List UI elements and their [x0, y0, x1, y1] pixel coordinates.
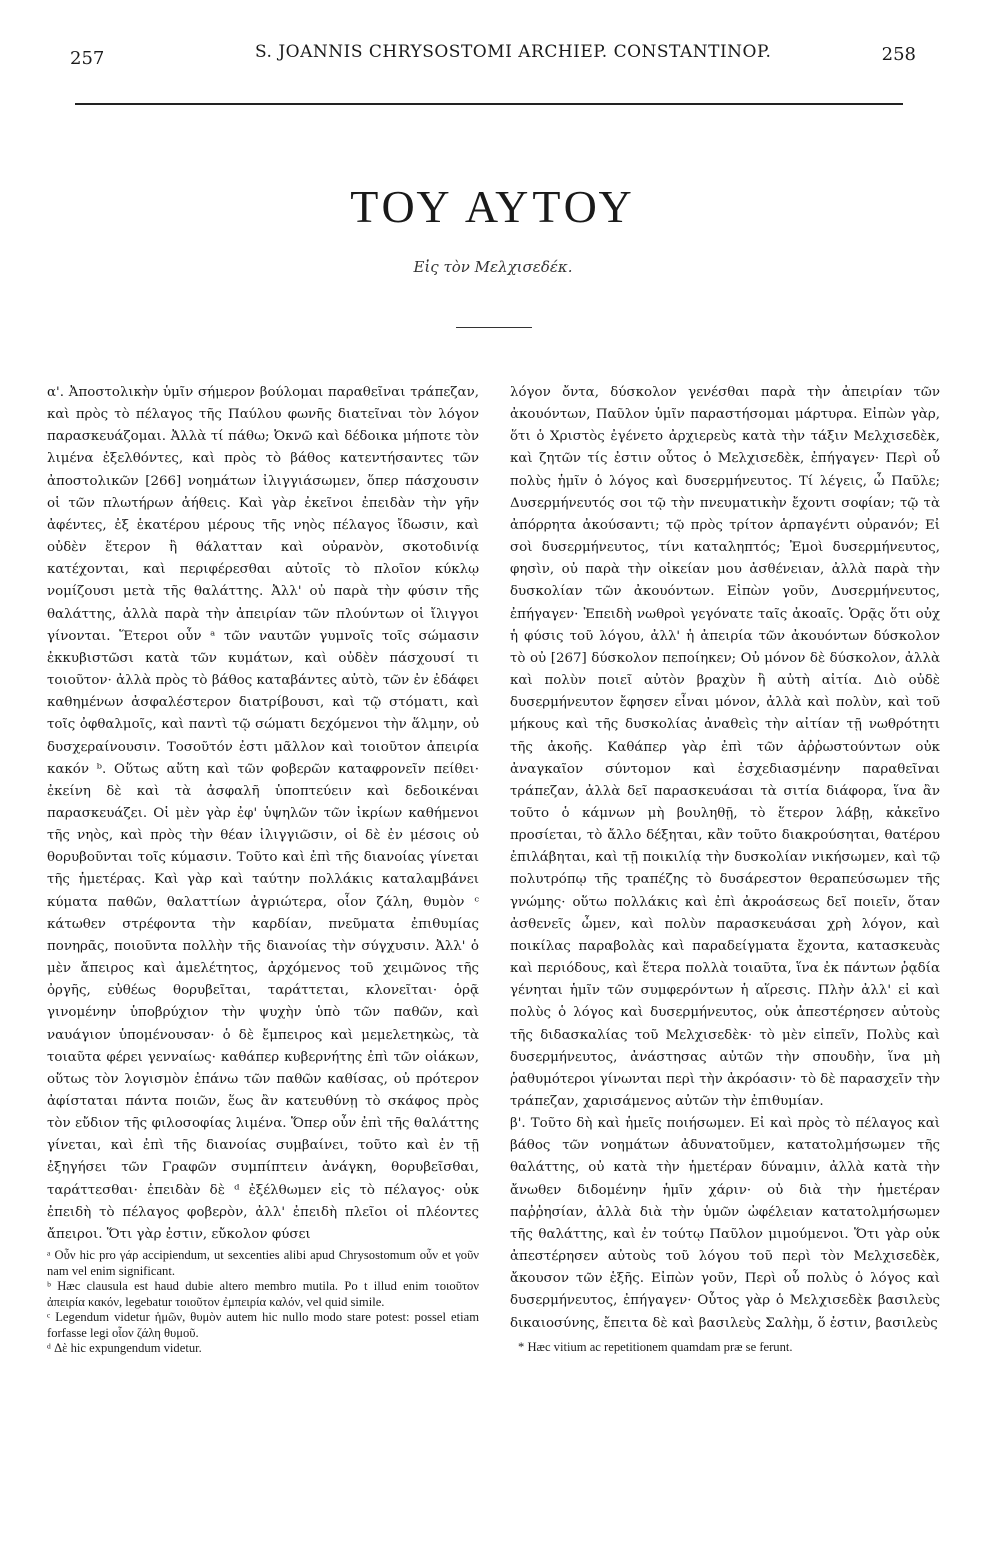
running-title: S. JOANNIS CHRYSOSTOMI ARCHIEP. CONSTANTINOP.: [255, 42, 772, 62]
page-number-left: 257: [70, 48, 105, 69]
paragraph-continued: λόγον ὄντα, δύσκολον γενέσθαι παρὰ τὴν ἀπειρίαν τῶν ἀκουόντων, Παῦλον ὑμῖν παραστήσομαι μάρτυρα. Εἰπὼν γὰρ, ὅτι ὁ Χριστὸς ἐγένετο ἀρχιερεὺς κατὰ τὴν τάξιν Μελχισεδὲκ, καὶ ζητῶν τίς ἐστιν οὗτος ὁ Μελχισεδὲκ, ἐπήγαγεν· Περὶ οὗ πολὺς ἡμῖν ὁ λόγος καὶ δυσερμήνευτος. Τί λέγεις, ὦ Παῦλε; Δυσερμήνευτός σοι τῷ τὴν πνευματικὴν ἔχοντι σοφίαν; τῷ τὰ ἀπόρρητα ἀκούσαντι; τῷ πρὸς τρίτον ἁρπαγέντι οὐρανόν; Εἰ σοὶ δυσερμήνευτος, τίνι καταληπτός; Ἐμοὶ δυσερμήνευτος, φησὶν, οὐ παρὰ τὴν οἰκείαν μου ἀσθένειαν, ἀλλὰ παρὰ τὴν δυσκολίαν τῶν ἀκουόντων. Εἰπὼν γοῦν, Δυσερμήνευτος, ἐπήγαγεν· Ἐπειδὴ νωθροὶ γεγόνατε ταῖς ἀκοαῖς. Ὁρᾷς ὅτι οὐχ ἡ φύσις τοῦ λόγου, ἀλλ' ἡ ἀπειρία τῶν ἀκουόντων δύσκολον τὸ οὐ [267] δύσκολον πεποίηκεν; Οὐ μόνον δὲ δύσκολον, ἀλλὰ καὶ πολὺν ποιεῖ αὐτὸν βραχὺν ἢ αὐτὴ αἰτία. Διὸ οὐδὲ δυσερμήνευτον ἔφησεν εἶναι μόνον, ἀλλὰ καὶ πολὺν, καὶ τοῦ μήκους καὶ τῆς δυσκολίας ἀναθεὶς τὴν αἰτίαν τῇ νωθρότητι τῆς ἀκοῆς. Καθάπερ γὰρ ἐπὶ τῶν ἀῤῥωστούντων οὐκ ἀναγκαῖον σύντομον καὶ ἐσχεδιασμένην παραθεῖναι τράπεζαν, ἀλλὰ δεῖ παρασκευάσαι τὰ σιτία διάφορα, ἵνα ἂν τοῦτο ὁ κάμνων μὴ βουληθῇ, τὸ ἕτερον λάβῃ, κἀκεῖνο προσίεται, τὸ ἄλλο δέξηται, κἂν τοῦτο διακρούσηται, θατέρου ἐπιλάβηται, καὶ τῇ ποικιλίᾳ τὴν δυσκολίαν νικήσωμεν, καὶ τῷ πολυτρόπῳ τῆς τραπέζης τὸ δυσάρεστον θεραπεύσωμεν τῆς γνώμης· οὕτω πολλάκις καὶ ἐπὶ ἀκροάσεως δεῖ ποιεῖν, ὅταν ἀσθενεῖς ὦμεν, καὶ πολὺν παρασκευάσαι χρὴ λόγον, καὶ ποικίλας παραβολὰς καὶ παραδείγματα ἔχοντα, κατασκευὰς καὶ περιόδους, καὶ ἕτερα πολλὰ τοιαῦτα, ἵνα ἐκ πάντων ῥᾳδία γένηται ἡμῖν τῶν συμφερόντων ἡ αἵρεσις. Πλὴν ἀλλ' εἰ καὶ πολὺς ὁ λόγος καὶ δυσερμήνευτος, οὐκ ἀπεστέρησεν αὐτοὺς τῆς διδασκαλίας τοῦ Μελχισεδὲκ· τὸ μὲν εἰπεῖν, Πολὺς καὶ δυσερμήνευτος, ἀνάστησας αὐτῶν τὴν σπουδὴν, ἵνα μὴ ῥαθυμότεροι γίνωνται περὶ τὴν ἀκρόασιν· τὸ δὲ παρασχεῖν τὴν τράπεζαν, χαρισάμενος αὐτῶν τὴν ἐπιθυμίαν.: [510, 385, 940, 1109]
footnote-star: * Hæc vitium ac repetitionem quamdam præ se ferunt.: [518, 1339, 793, 1354]
paragraph-beta: [510, 1113, 940, 1335]
paragraph-text: Τοῦτο δὴ καὶ ἡμεῖς ποιήσωμεν. Εἰ καὶ πρὸς τὸ πέλαγος καὶ βάθος τῶν νοημάτων ἀδυνατοῦμεν, κατατολμήσωμεν τῆς θαλάττης, οὐ κατὰ τὴν ἡμετέραν δύναμιν, ἀλλὰ κατὰ τὴν ἄνωθεν διδομένην ἡμῖν χάριν· οὐ διὰ τὴν ἡμετέραν παῤῥησίαν, ἀλλὰ διὰ τὴν ὑμῶν ὠφέλειαν κατατολμήσωμεν τῆς θαλάττης, καὶ ἐν τούτῳ Παῦλον μιμούμενοι. Ὅτι γὰρ οὐκ ἀπεστέρησεν αὐτοὺς τοῦ λόγου τοῦ περὶ τὸν Μελχισεδὲκ, ἄκουσον τῶν ἑξῆς. Εἰπὼν γοῦν, Περὶ οὗ πολὺς ὁ λόγος καὶ δυσερμήνευτος, ἐπήγαγεν· Οὗτος γὰρ ὁ Μελχισεδὲκ βασιλεὺς δικαιοσύνης, ἔπειτα δὲ καὶ βασιλεὺς Σαλὴμ, ὅ ἐστιν, βασιλεὺς: [510, 1116, 940, 1331]
header-rule: [75, 103, 903, 105]
footnote-d: ᵈ Δὲ hic expungendum videtur.: [47, 1341, 202, 1356]
left-column: [47, 382, 479, 1357]
right-column: [510, 382, 940, 1367]
page-subtitle: Εἰς τὸν Μελχισεδέκ.: [413, 258, 573, 276]
section-marker: β'.: [510, 1116, 526, 1132]
paragraph-alpha: [47, 382, 479, 1246]
footnotes: [47, 1248, 479, 1357]
footnote-b: ᵇ Hæc clausula est haud dubie altero membro mutila. Po t illud enim τοιοῦτον ἀπειρία κακόν, legebatur τοιοῦτον ἐμπειρία καλόν, vel quid simile.: [47, 1279, 479, 1309]
page-title: ΤΟΥ ΑΥΤΟΥ: [350, 181, 636, 232]
page-header: [70, 40, 916, 70]
section-marker: α'.: [47, 385, 64, 400]
paragraph-text: Ἀποστολικὴν ὑμῖν σήμερον βούλομαι παραθεῖναι τράπεζαν, καὶ πρὸς τὸ πέλαγος τῆς Παύλου φωνῆς διατεῖναι τὸν λόγον παρασκευάζομαι. Ἀλλὰ τί πάθω; Ὀκνῶ καὶ δέδοικα μήποτε τὸν λιμένα ἐξελθόντες, καὶ πρὸς τὸ βάθος κατεντήσαντες τῶν ἀποστολικῶν [266] νοημάτων ἰλιγγιάσωμεν, ὅπερ πάσχουσιν οἱ τῶν πλωτήρων ἀήθεις. Καὶ γὰρ ἐκεῖνοι ἐπειδὰν τὴν γῆν ἀφέντες, ἐξ ἑκατέρου μέρους τῆς νηὸς πέλαγος ἴδωσιν, καὶ οὐδὲν ἕτερον ἢ θάλατταν καὶ οὐρανὸν, σκοτοδινίᾳ κατέχονται, καὶ περιφέρεσθαι αὐτοῖς τὸ πλοῖον κύκλῳ νομίζουσι μετὰ τῆς θαλάττης. Ἀλλ' οὐ παρὰ τὴν φύσιν τῆς θαλάττης, ἀλλὰ παρὰ τὴν ἀπειρίαν τῶν πλούντων οἱ ἴλιγγοι γίνονται. Ἕτεροι οὖν ᵃ τῶν ναυτῶν γυμνοῖς τοῖς σώμασιν ἐκκυβιστῶσι κατὰ τῶν κυμάτων, καὶ οὐδὲν πάσχουσί τι τοιοῦτον· ἀλλὰ πρὸς τὸ βάθος καταβάντες αὐτὸ, τῶν ἐν ἐδάφει καθημένων ἀσφαλέστερον διατρίβουσι, καὶ τῷ στόματι, καὶ τοῖς ὀφθαλμοῖς, καὶ παντὶ τῷ σώματι δεχόμενοι τὴν ἅλμην, οὐ δυσχεραίνουσιν. Τοσοῦτόν ἐστι μᾶλλον καὶ τοιοῦτον ἀπειρία κακόν ᵇ. Οὕτως αὕτη καὶ τῶν φοβερῶν καταφρονεῖν πείθει· ἐκείνη δὲ καὶ τὰ ἀσφαλῆ ὑποπτεύειν καὶ δεδοικέναι παρασκευάζει. Οἱ μὲν γὰρ ἐφ' ὑψηλῶν τῶν ἰκρίων καθήμενοι τῆς νηὸς, καὶ πρὸς τὴν θέαν ἰλιγγιῶσιν, οἱ δὲ ἐν μέσοις οὐ θορυβοῦνται τοῖς κύμασιν. Τοῦτο καὶ ἐπὶ τῆς διανοίας γίνεται τῆς ἡμετέρας. Καὶ γὰρ καὶ ταύτην πολλάκις καταλαμβάνει κύματα παθῶν, θαλαττίων ἀγριώτερα, οἷον ζάλη, θυμὸν ᶜ κάτωθεν στρέφοντα τὴν καρδίαν, πνεῦματα ἐπιθυμίας πονηρᾶς, ποιοῦντα πολλὴν τῆς διανοίας τὴν σύγχυσιν. Ἀλλ' ὁ μὲν ἄπειρος καὶ ἀμελέτητος, ἀρχόμενος τοῦ χειμῶνος τῆς ὀργῆς, εὐθέως θορυβεῖται, ταράττεται, κλονεῖται· ὁρᾷ γινομένην ὑποβρύχιον τὴν ψυχὴν ὑπὸ τῶν παθῶν, καὶ ναυάγιον ὑπομένουσαν· ὁ δὲ ἔμπειρος καὶ μεμελετηκὼς, τὰ τοιαῦτα φέρει γενναίως· καθάπερ κυβερνήτης ἐπὶ τῶν οἰάκων, οὕτως τὸν λογισμὸν ἐπάνω τῶν παθῶν καθίσας, οὐ πρότερον ἀφίσταται πάντα ποιῶν, ἕως ἂν κατευθύνῃ τὸ σκάφος πρὸς τὸν εὔδιον τῆς φιλοσοφίας λιμένα. Ὅπερ οὖν ἐπὶ τῆς θαλάττης γίνεται, καὶ ἐπὶ τῆς διανοίας συμβαίνει, τοῦτο καὶ ἐν τῇ ἐξηγήσει τῶν Γραφῶν συμπίπτειν ἀνάγκη, θορυβεῖσθαι, ταράττεσθαι· ἐπειδὰν δὲ ᵈ ἐξέλθωμεν εἰς τὸ πέλαγος· οὐκ ἐπειδὴ τὸ πέλαγος φοβερὸν, ἀλλ' ἐπειδὴ πλεῖοι οἱ πλέοντες ἄπειροι. Ὅτι γὰρ ἐστιν, εὔκολον φύσει: [47, 385, 479, 1242]
footnote-c: ᶜ Legendum videtur ἡμῶν, θυμὸν autem hic nullo modo stare potest: possel etiam forfasse legi οἷον ζάλη θυμοῦ.: [47, 1310, 479, 1340]
footnote-a: ᵃ Οὖν hic pro γάρ accipiendum, ut sexcenties alibi apud Chrysostomum οὖν et γοῦν nam vel enim significant.: [47, 1248, 479, 1278]
title-divider: [456, 327, 532, 328]
page-number-right: 258: [881, 44, 916, 65]
